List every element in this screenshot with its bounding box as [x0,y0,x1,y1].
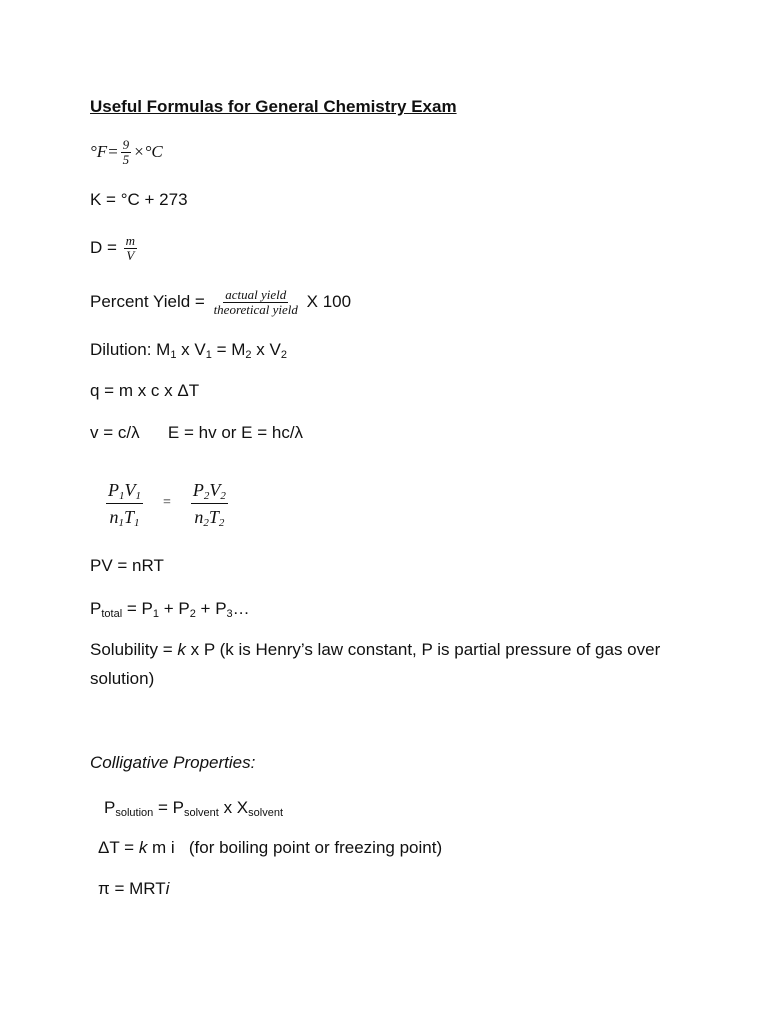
dilution-text: Dilution: M [90,340,171,359]
solubility-formula [90,635,680,693]
subscript: 1 [152,608,159,620]
dilution-text: = M [211,340,246,359]
raoult-text: = P [153,798,184,817]
density-fraction [124,234,137,263]
gas-law-right-denominator [192,504,226,530]
subscript: 1 [118,516,124,529]
fraction-9-5 [121,138,132,167]
percent-yield-denominator: theoretical yield [213,302,298,317]
percent-yield-numerator: actual yield [225,287,287,302]
subscript: 2 [245,349,252,361]
subscript: solvent [248,807,283,819]
page-title: Useful Formulas for General Chemistry Exam [90,97,457,116]
osmotic-i: i [165,879,170,898]
subscript: 1 [170,349,177,361]
gas-symbol: T [123,506,134,527]
gas-symbol: P [192,479,204,500]
solubility-text: x P (k is Henry’s law constant, P is partial pressure of gas over solution) [90,640,661,688]
gas-law-left-fraction [106,477,143,530]
ptotal-text: … [232,599,250,618]
subscript: 2 [280,349,287,361]
equals-sign: = [163,495,171,510]
gas-symbol: n [109,506,119,527]
delta-t-text: m i (for boiling point or freezing point) [147,838,443,857]
subscript: solvent [183,807,219,819]
gas-symbol: P [108,479,119,500]
dilution-formula [90,339,287,361]
fahrenheit-lhs: °F= [90,141,119,161]
osmotic-pressure-formula [98,878,169,900]
subscript: 2 [203,489,210,502]
total-pressure-formula [90,598,250,620]
dilution-text: x V [251,340,281,359]
colligative-heading: Colligative Properties: [90,753,256,772]
subscript: 3 [226,608,233,620]
combined-gas-law [104,470,230,536]
subscript: 1 [135,489,141,502]
gas-law-right-fraction [191,477,228,530]
ptotal-text: P [90,599,102,618]
fahrenheit-formula [90,138,163,167]
fraction-denominator: 5 [122,152,130,167]
subscript: 1 [134,516,140,529]
ptotal-text: + P [195,599,227,618]
delta-t-k: k [138,838,148,857]
subscript: 1 [205,349,212,361]
gas-symbol: n [194,506,204,527]
fahrenheit-rhs: ×°C [133,141,163,161]
subscript: 2 [203,516,209,529]
density-denominator: V [126,248,135,263]
ptotal-text: + P [158,599,190,618]
subscript: 2 [218,516,225,529]
gas-law-right-numerator [191,477,228,504]
ideal-gas-law: PV = nRT [90,556,164,575]
raoult-law [104,797,283,819]
subscript: total [101,608,123,620]
percent-yield-formula [90,288,351,317]
gas-symbol: T [208,506,219,527]
kelvin-formula: K = °C + 273 [90,190,188,209]
heat-formula: q = m x c x ΔT [90,381,200,400]
light-energy-formula: v = c/λ E = hv or E = hc/λ [90,423,304,442]
gas-law-left-numerator [106,477,143,504]
delta-t-text: ΔT = [98,838,139,857]
density-formula [90,234,139,263]
solubility-text: Solubility = [90,640,178,659]
dilution-text: x V [176,340,206,359]
subscript: 2 [189,608,196,620]
raoult-text: P [104,798,116,817]
solubility-k: k [177,640,186,659]
gas-law-left-denominator [107,504,141,530]
subscript: 2 [220,489,226,502]
density-lhs: D = [90,237,122,257]
fraction-numerator: 9 [122,137,130,152]
ptotal-text: = P [122,599,153,618]
gas-symbol: V [124,479,136,500]
raoult-text: x X [218,798,249,817]
delta-t-formula [98,837,442,859]
percent-yield-lhs: Percent Yield = [90,291,210,311]
osmotic-text: π = MRT [98,879,166,898]
subscript: solution [115,807,154,819]
subscript: 1 [119,489,125,502]
density-numerator: m [125,233,136,248]
gas-symbol: V [209,479,221,500]
percent-yield-fraction [212,288,300,317]
percent-yield-rhs: X 100 [301,291,352,311]
